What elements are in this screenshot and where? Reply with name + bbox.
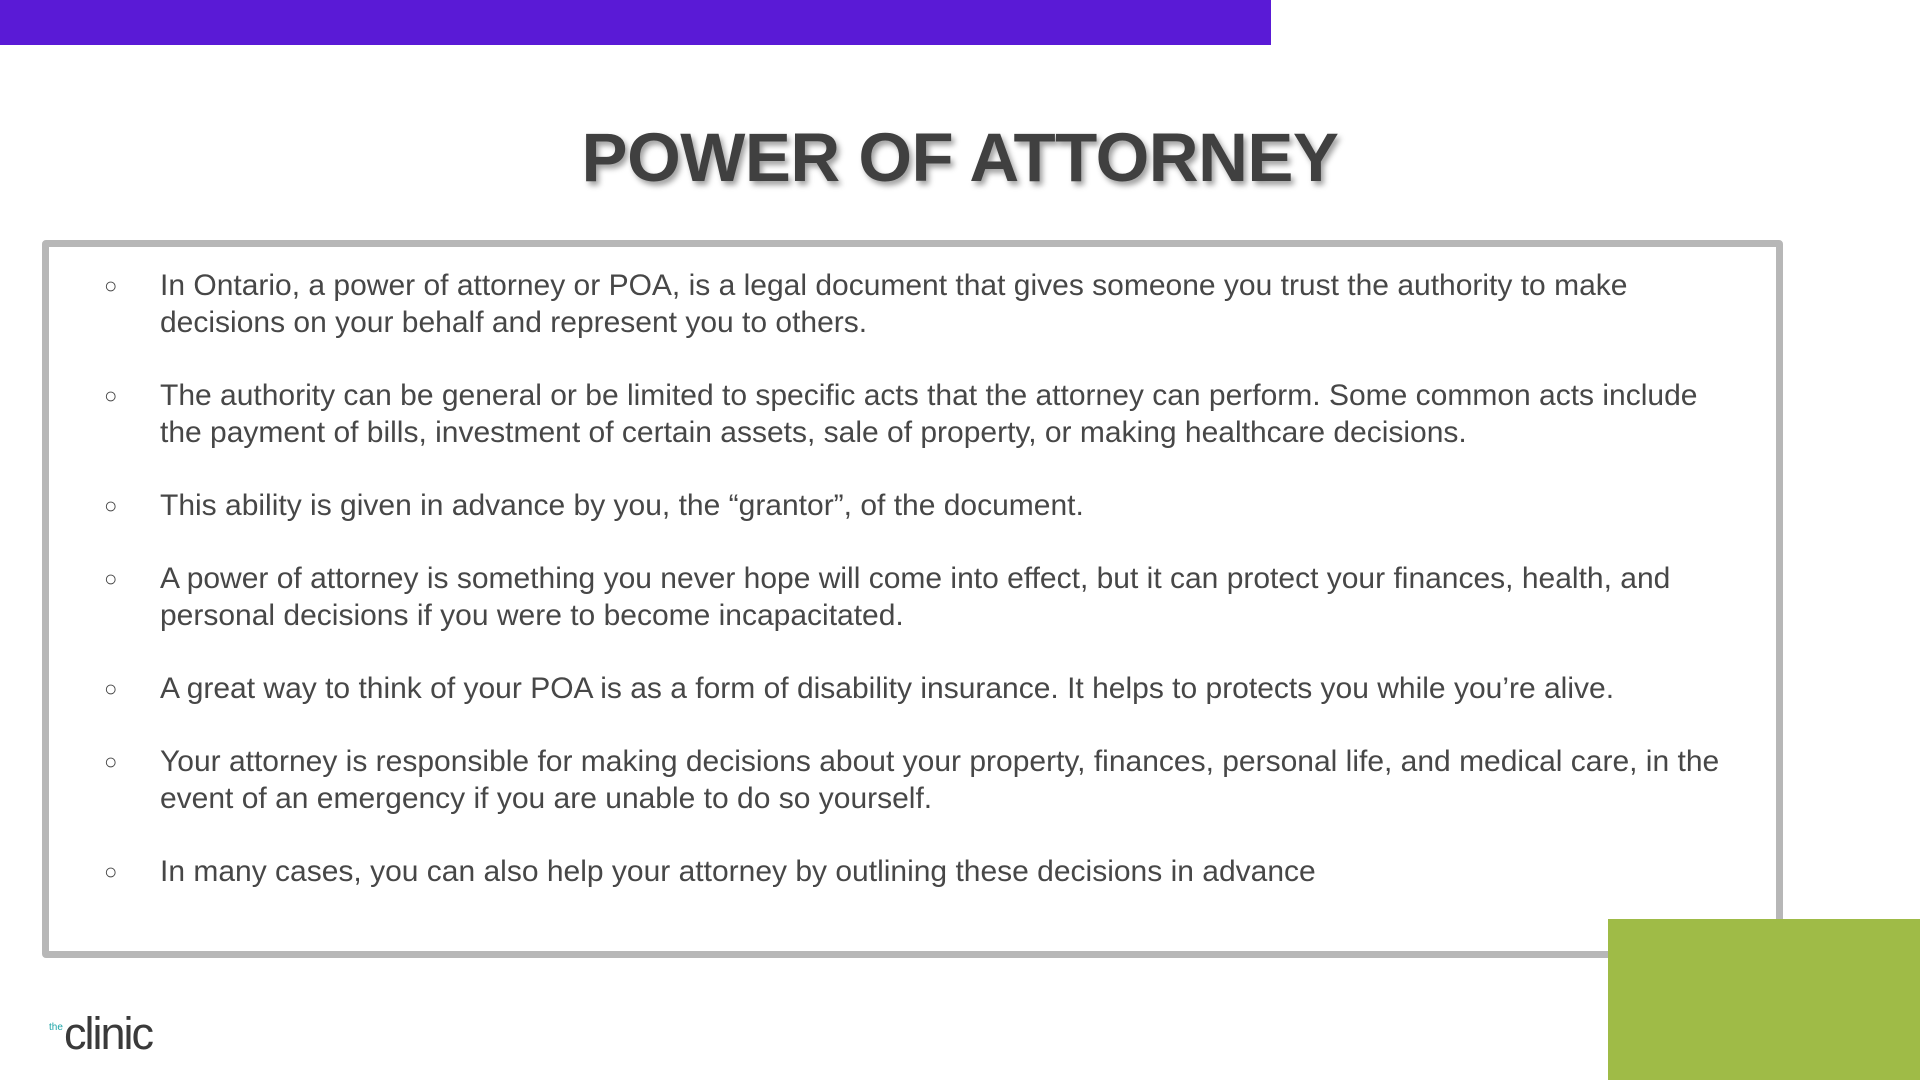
bullet-text: The authority can be general or be limited to specific acts that the attorney can perform. Some common acts include the payment of bills, investment of certain assets, sale of property, or making healthcare decisions. bbox=[160, 379, 1698, 449]
list-item bbox=[49, 743, 1776, 817]
bullet-text: In many cases, you can also help your attorney by outlining these decisions in advance bbox=[160, 855, 1316, 888]
top-accent-bar bbox=[0, 0, 1271, 45]
bullet-circle-icon: ○ bbox=[104, 383, 118, 408]
list-item bbox=[49, 267, 1776, 341]
bullet-text: A great way to think of your POA is as a form of disability insurance. It helps to protects you while you’re alive. bbox=[160, 672, 1615, 705]
list-item bbox=[49, 377, 1776, 451]
content-box bbox=[42, 240, 1783, 958]
logo-small-text: the bbox=[49, 1022, 63, 1033]
bullet-text: Your attorney is responsible for making decisions about your property, finances, personal life, and medical care, in the event of an emergency if you are unable to do so yourself. bbox=[160, 745, 1720, 815]
logo-word: clinic bbox=[64, 1008, 153, 1059]
bullet-text: This ability is given in advance by you, the “grantor”, of the document. bbox=[160, 489, 1084, 522]
list-item bbox=[49, 560, 1776, 634]
green-accent-block bbox=[1608, 919, 1920, 1080]
bullet-text: In Ontario, a power of attorney or POA, is a legal document that gives someone you trust the authority to make decisions on your behalf and represent you to others. bbox=[160, 269, 1628, 339]
bullet-text: A power of attorney is something you never hope will come into effect, but it can protect your finances, health, and personal decisions if you were to become incapacitated. bbox=[160, 562, 1671, 632]
list-item bbox=[49, 853, 1776, 890]
bullet-circle-icon: ○ bbox=[104, 273, 118, 298]
list-item bbox=[49, 487, 1776, 524]
slide-title: POWER OF ATTORNEY bbox=[581, 119, 1339, 196]
bullet-circle-icon: ○ bbox=[104, 566, 118, 591]
clinic-logo bbox=[49, 1010, 189, 1058]
bullet-list bbox=[49, 267, 1776, 926]
bullet-circle-icon: ○ bbox=[104, 749, 118, 774]
list-item bbox=[49, 670, 1776, 707]
bullet-circle-icon: ○ bbox=[104, 493, 118, 518]
bullet-circle-icon: ○ bbox=[104, 676, 118, 701]
bullet-circle-icon: ○ bbox=[104, 859, 118, 884]
